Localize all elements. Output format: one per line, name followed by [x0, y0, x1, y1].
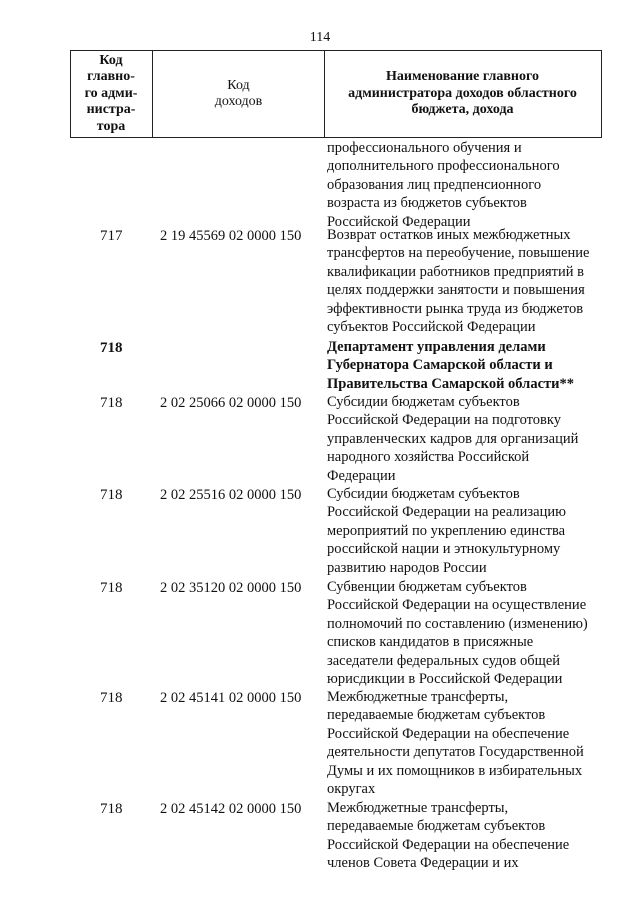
- table-row: [70, 578, 610, 688]
- income-code-cell: 2 02 25516 02 0000 150: [160, 487, 302, 503]
- header-admin-code: Код главно- го адми- нистра- тора: [84, 52, 138, 134]
- admin-code-cell: 717: [100, 228, 123, 244]
- table-body: [70, 140, 610, 879]
- table-header: [70, 50, 602, 138]
- income-code-cell: 2 19 45569 02 0000 150: [160, 228, 302, 244]
- name-cell: Субсидии бюджетам субъектов Российской Федерации на подготовку управленческих кадров для организаций народного хозяйства Российской Федерации: [327, 394, 579, 484]
- income-code-cell: 2 02 25066 02 0000 150: [160, 395, 302, 411]
- table-row: [70, 688, 610, 799]
- admin-code-cell: 718: [100, 801, 123, 817]
- name-cell: Субвенции бюджетам субъектов Российской Федерации на осуществление полномочий по составлению (изменению) списков кандидатов в присяжные заседатели федеральных судов общей юрисдикции в Российской Федерации: [327, 579, 588, 688]
- name-cell: Межбюджетные трансферты, передаваемые бюджетам субъектов Российской Федерации на обеспечение деятельности депутатов Государственной Думы и их помощников в избирательных округах: [327, 689, 584, 798]
- table-row: [70, 338, 610, 393]
- income-code-cell: 2 02 45141 02 0000 150: [160, 690, 302, 706]
- page-number: 114: [309, 30, 331, 45]
- table-row: [70, 393, 610, 485]
- header-name: Наименование главного администратора доходов областного бюджета, дохода: [348, 69, 577, 118]
- admin-code-cell: 718: [100, 580, 123, 596]
- admin-code-cell: 718: [100, 690, 123, 706]
- name-cell: Возврат остатков иных межбюджетных трансфертов на переобучение, повышение квалификации работников предприятий в целях поддержки занятости и повышения эффективности рынка труда из бюджетов субъектов Российской Федерации: [327, 227, 590, 336]
- header-income-code: Код доходов: [152, 51, 325, 137]
- name-cell: Департамент управления делами Губернатора Самарской области и Правительства Самарской области**: [327, 339, 574, 392]
- name-cell: профессионального обучения и дополнительного профессионального образования лиц предпенсионного возраста из бюджетов субъектов Российской Федерации: [327, 140, 560, 230]
- admin-code-cell: 718: [100, 487, 123, 503]
- table-row: [70, 226, 610, 338]
- name-cell: Субсидии бюджетам субъектов Российской Федерации на реализацию мероприятий по укреплению единства российской нации и этнокультурному развитию народов России: [327, 486, 566, 576]
- income-code-cell: 2 02 35120 02 0000 150: [160, 580, 302, 596]
- income-code-cell: 2 02 45142 02 0000 150: [160, 801, 302, 817]
- table-row: [70, 799, 610, 879]
- table-row: [70, 485, 610, 578]
- admin-code-cell: 718: [100, 395, 123, 411]
- name-cell: Межбюджетные трансферты, передаваемые бюджетам субъектов Российской Федерации на обеспечение членов Совета Федерации и их: [327, 800, 570, 872]
- admin-code-cell: 718: [100, 340, 123, 356]
- table-row: [70, 140, 610, 230]
